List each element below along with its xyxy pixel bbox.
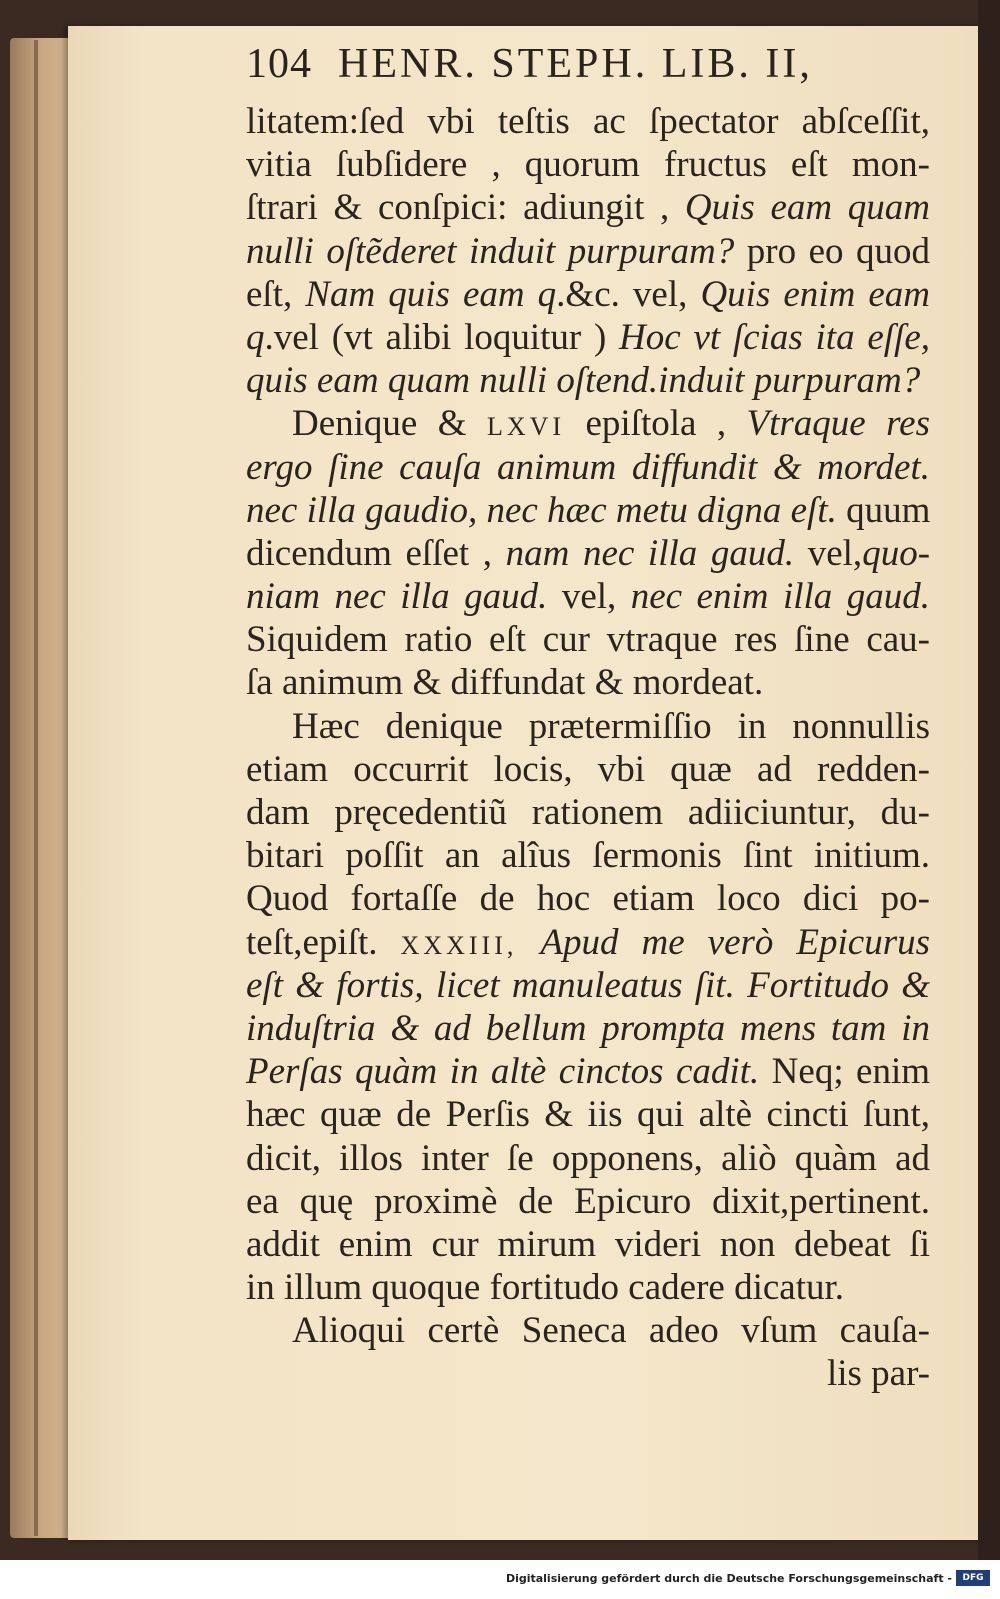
italic-text: ergo ſine cauſa animum diffundit & mordet. [246,446,930,488]
text-run: bitari poſſit an alîus ſermonis ſint initium. [246,835,930,877]
text-line [246,532,930,575]
text-line [246,1309,930,1352]
text-line [246,1093,930,1136]
text-run: hæc quæ de Perſis & iis qui altè cincti ſunt, [246,1094,930,1136]
text-run: quum [836,489,931,531]
text-run: .vel (vt alibi loquitur ) [264,316,620,358]
text-line [246,316,930,359]
text-line [246,186,930,229]
italic-text: niam nec illa gaud. [246,576,548,618]
text-run: ea quę proximè de Epicuro dixit,pertinent. [246,1180,930,1222]
italic-text: eſt & fortis, licet manuleatus ſit. Fortitudo & [246,964,930,1006]
roman-numeral: XXXIII, [400,930,518,960]
text-run: dicit, illos inter ſe opponens, aliò quàm ad [246,1137,930,1179]
book-spine [34,40,38,1536]
roman-numeral: LXVI [486,412,566,442]
text-line [246,1223,930,1266]
text-run: Siquidem ratio eſt cur vtraque res ſine cau- [246,619,930,661]
italic-text: nulli oſtẽderet induit purpuram? [246,230,735,272]
scan-right-edge [978,0,1000,1560]
text-line [246,748,930,791]
running-head: HENR. STEPH. LIB. II, [338,41,813,87]
text-run: eſt, [246,273,306,315]
italic-text: quo- [862,532,931,574]
text-run [517,922,540,963]
text-line [246,230,930,273]
text-line [246,618,930,661]
text-run: Quod fortaſſe de hoc etiam loco dici po- [246,878,930,920]
text-run: dam pręcedentiũ rationem adiiciuntur, du- [246,792,930,833]
text-line [246,359,930,402]
italic-text: q [246,316,265,358]
text-run: .&c. vel, [556,273,701,315]
italic-text: Vtraque res [746,403,930,445]
text-run: ſtrari & conſpici: adiungit , [246,187,685,229]
footer-bar [0,1560,1000,1599]
text-run: epiſtola , [565,403,747,445]
text-line [246,1266,930,1309]
text-line [246,273,930,316]
text-line [246,1352,930,1395]
text-line [246,1050,930,1093]
text-line [246,1180,930,1223]
page-body-text [246,100,930,1396]
text-line [246,791,930,834]
text-run: teſt,epiſt. [246,921,401,963]
text-run: vitia ſubſidere , quorum fructus eſt mon- [246,144,930,186]
text-run: vel, [794,532,863,574]
italic-text: Hoc vt ſcias ita eſſe, [619,316,930,358]
text-run: Alioqui certè Seneca adeo vſum cauſa- [292,1310,930,1352]
text-run: Denique & [292,403,487,445]
italic-text: Nam quis eam q [305,273,557,315]
dfg-logo: DFG [956,1570,990,1586]
text-run: pro eo quod [734,230,930,272]
text-line [246,143,930,186]
text-run: litatem:ſed vbi teſtis ac ſpectator abſceſſit, [246,101,930,142]
text-line [246,661,930,704]
text-run: dicendum eſſet , [246,532,506,574]
italic-text: nam nec illa gaud. [505,532,795,574]
text-line [246,575,930,618]
italic-text: quis eam quam nulli oſtend.induit purpuram? [246,360,921,402]
italic-text: Quis eam quam [684,187,930,229]
text-line [246,921,930,964]
text-run: Neq; enim [759,1051,931,1093]
funding-credit: Digitalisierung gefördert durch die Deutsche Forschungsgemeinschaft - [505,1572,952,1585]
text-line [246,964,930,1007]
text-line [246,402,930,445]
page-header [246,40,926,88]
text-run: Hæc denique prætermiſſio in nonnullis [292,705,930,747]
text-line [246,489,930,532]
text-run: lis par- [826,1353,930,1395]
italic-text: Perſas quàm in altè cinctos cadit. [246,1051,760,1093]
italic-text: Quis enim eam [700,273,931,315]
text-line [246,877,930,920]
text-run: addit enim cur mirum videri non debeat ſi [246,1223,930,1265]
text-run: vel, [547,576,631,618]
italic-text: nec enim illa gaud. [630,576,930,618]
text-line [246,834,930,877]
text-line [246,1137,930,1180]
italic-text: Apud me verò Epicurus [540,921,931,963]
text-line [246,100,930,143]
text-line [246,446,930,489]
page-number: 104 [246,41,312,87]
text-line [246,705,930,748]
text-run: etiam occurrit locis, vbi quæ ad redden- [246,748,930,790]
text-line [246,1007,930,1050]
italic-text: induſtria & ad bellum prompta mens tam in [246,1007,930,1049]
text-run: ſa animum & diffundat & mordeat. [246,662,764,704]
text-run: in illum quoque fortitudo cadere dicatur. [246,1267,844,1309]
italic-text: nec illa gaudio, nec hæc metu digna eſt. [246,489,837,531]
